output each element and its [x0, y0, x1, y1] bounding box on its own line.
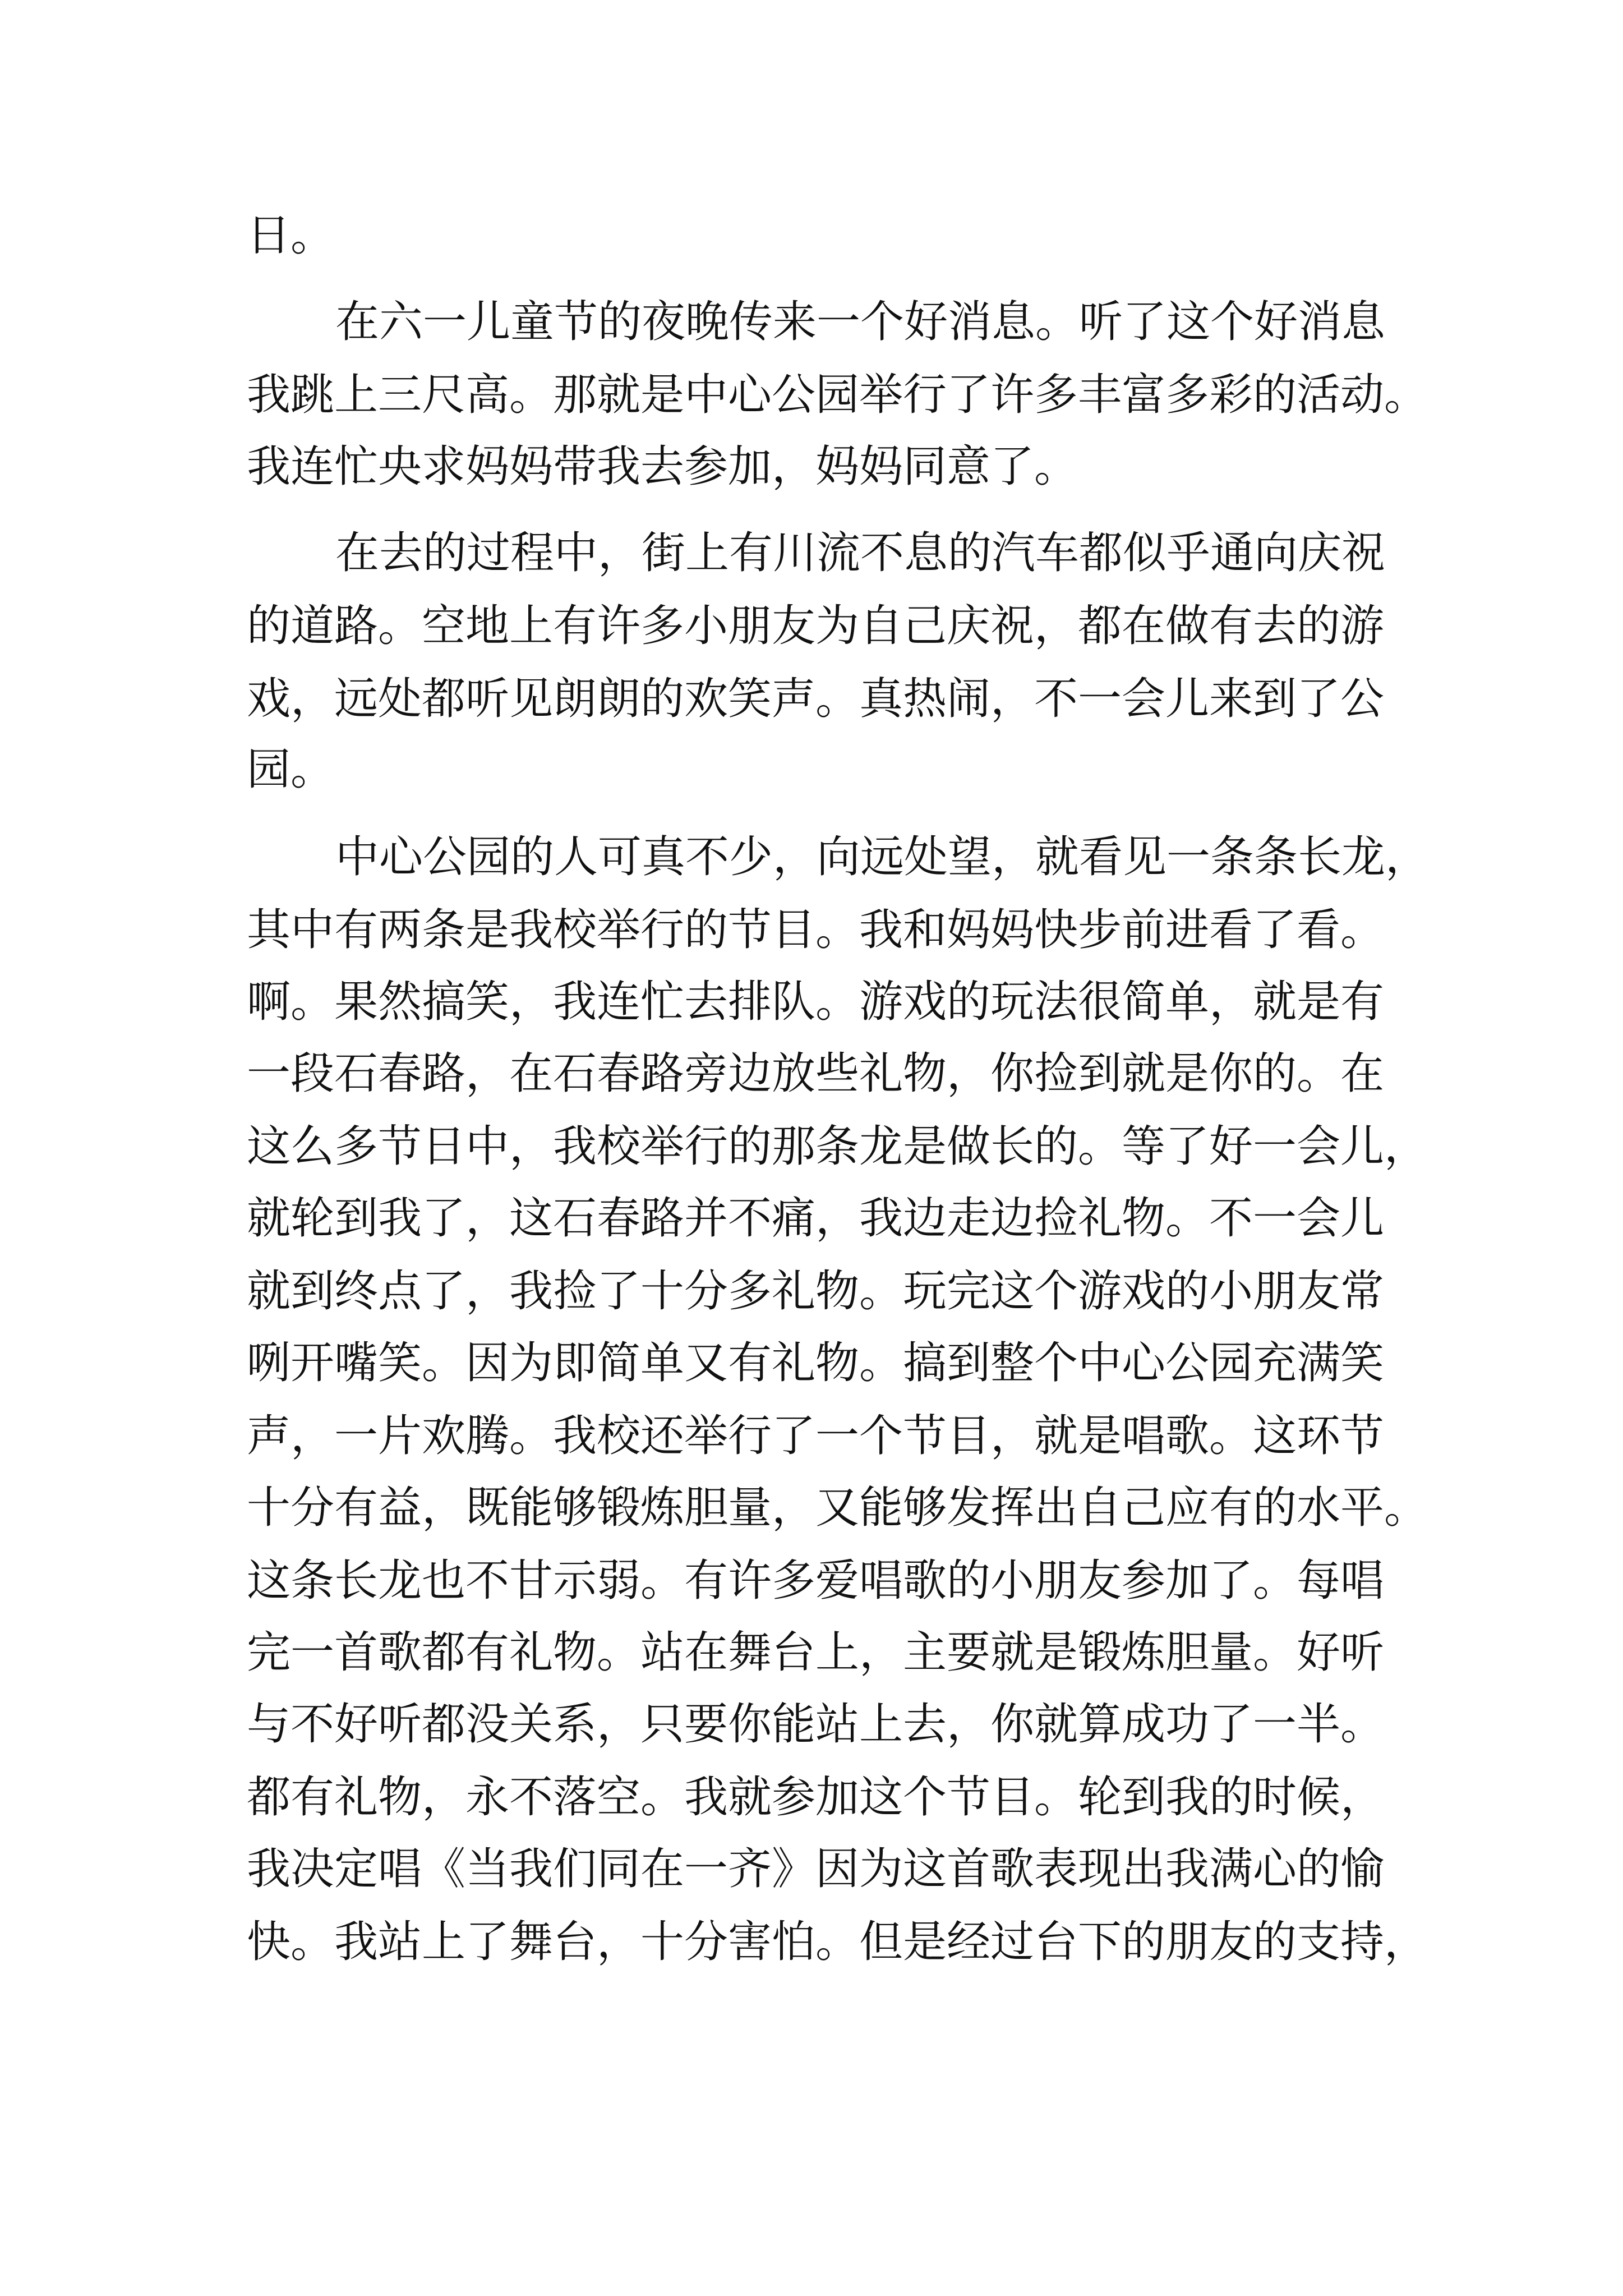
text-line: 这条长龙也不甘示弱。有许多爱唱歌的小朋友参加了。每唱 [247, 1556, 1385, 1606]
text-line: 戏，远处都听见朗朗的欢笑声。真热闹，不一会儿来到了公 [247, 674, 1385, 724]
text-line: 我决定唱《当我们同在一齐》因为这首歌表现出我满心的愉 [247, 1844, 1385, 1894]
text-line: 就轮到我了，这石春路并不痛，我边走边捡礼物。不一会儿 [247, 1193, 1385, 1244]
paragraph-first-line: 在六一儿童节的夜晚传来一个好消息。听了这个好消息 [335, 297, 1386, 347]
text-line: 啊。果然搞笑，我连忙去排队。游戏的玩法很简单，就是有 [247, 977, 1385, 1027]
text-line: 其中有两条是我校举行的节目。我和妈妈快步前进看了看。 [247, 905, 1385, 955]
text-line: 咧开嘴笑。因为即简单又有礼物。搞到整个中心公园充满笑 [247, 1338, 1385, 1388]
text-line: 我连忙央求妈妈带我去参加，妈妈同意了。 [247, 441, 1078, 492]
text-line: 日。 [247, 210, 335, 261]
text-line: 我跳上三尺高。那就是中心公园举行了许多丰富多彩的活动。 [247, 370, 1428, 420]
text-line: 十分有益，既能够锻炼胆量，又能够发挥出自己应有的水平。 [247, 1483, 1428, 1533]
text-line: 都有礼物，永不落空。我就参加这个节目。轮到我的时候， [247, 1772, 1385, 1823]
text-line: 园。 [247, 744, 335, 795]
text-line: 这么多节日中，我校举行的那条龙是做长的。等了好一会儿， [247, 1121, 1428, 1172]
text-line: 快。我站上了舞台，十分害怕。但是经过台下的朋友的支持， [247, 1917, 1428, 1967]
text-line: 就到终点了，我捡了十分多礼物。玩完这个游戏的小朋友常 [247, 1266, 1385, 1317]
text-line: 的道路。空地上有许多小朋友为自己庆祝，都在做有去的游 [247, 601, 1385, 651]
paragraph-first-line: 中心公园的人可真不少，向远处望，就看见一条条长龙， [335, 832, 1430, 882]
text-line: 与不好听都没关系，只要你能站上去，你就算成功了一半。 [247, 1699, 1385, 1750]
text-line: 完一首歌都有礼物。站在舞台上，主要就是锻炼胆量。好听 [247, 1627, 1385, 1678]
text-line: 一段石春路，在石春路旁边放些礼物，你捡到就是你的。在 [247, 1048, 1385, 1099]
paragraph-first-line: 在去的过程中，街上有川流不息的汽车都似乎通向庆祝 [335, 528, 1386, 578]
text-line: 声，一片欢腾。我校还举行了一个节目，就是唱歌。这环节 [247, 1411, 1385, 1461]
